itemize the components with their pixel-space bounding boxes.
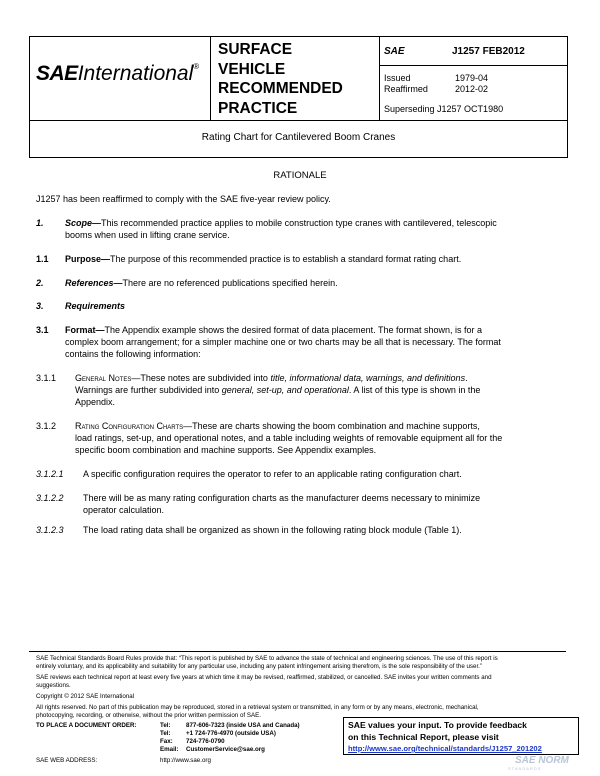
section-references: References—There are no referenced publications specified herein.: [65, 278, 338, 288]
superseding: Superseding J1257 OCT1980: [384, 104, 504, 114]
web-value[interactable]: http://www.sae.org: [160, 757, 211, 764]
sae-small-logo: SAE: [384, 46, 405, 57]
section-number: 3.1.2.1: [36, 469, 64, 479]
feedback-link[interactable]: http://www.sae.org/technical/standards/J1257_201202: [348, 744, 542, 753]
reaffirmed-date: 2012-02: [455, 84, 489, 94]
tel-label: Tel:: [160, 730, 171, 737]
order-label: TO PLACE A DOCUMENT ORDER:: [36, 722, 137, 729]
document-type: [218, 40, 343, 118]
paragraph-line: A specific configuration requires the operator to refer to an applicable rating configuration chart.: [83, 469, 462, 479]
document-type-line: PRACTICE: [218, 99, 298, 117]
web-label: SAE WEB ADDRESS:: [36, 757, 98, 764]
section-number: 3.1.2.3: [36, 525, 64, 535]
paragraph-line: There will be as many rating configuration charts as the manufacturer deems necessary to minimize: [83, 493, 481, 503]
document-title-bar: [29, 119, 568, 158]
document-number: J1257 FEB2012: [452, 46, 525, 57]
document-title: Rating Chart for Cantilevered Boom Cranes: [201, 132, 396, 143]
footer-text: suggestions.: [36, 682, 71, 689]
footer-text: SAE Technical Standards Board Rules provide that: “This report is published by SAE to advance the state of technical and engineering sciences. The use of this report is: [36, 655, 498, 662]
section-rating-configuration-charts: Rating Configuration Charts—These are charts showing the boom combination and machine supports,: [75, 421, 480, 431]
header-divider: [379, 65, 567, 66]
header-divider: [210, 37, 211, 120]
paragraph-line: contains the following information:: [65, 349, 201, 359]
feedback-text: on this Technical Report, please visit: [348, 732, 499, 742]
section-number: 2.: [36, 278, 44, 288]
footer-text: All rights reserved. No part of this publication may be reproduced, stored in a retrieval system or transmitted, in any form or by any means, electronic, mechanical,: [36, 704, 479, 711]
fax-label: Fax:: [160, 738, 173, 745]
paragraph-line: complex boom arrangement; for a simpler machine one or two charts may be all that is necessary. The format: [65, 337, 501, 347]
footer-text: photocopying, recording, or otherwise, without the prior written permission of SAE.: [36, 712, 261, 719]
paragraph-line: Appendix.: [75, 397, 116, 407]
section-requirements: Requirements: [65, 301, 126, 311]
section-general-notes: General Notes—These notes are subdivided into title, informational data, warnings, and definitions.: [75, 373, 468, 383]
footer-text: SAE reviews each technical report at least every five years at which time it may be revised, reaffirmed, stabilized, or cancelled. SAE invites your written comments and: [36, 674, 492, 681]
paragraph-line: specific boom combination and machine supports. See Appendix examples.: [75, 445, 377, 455]
section-number: 3.1: [36, 325, 49, 335]
section-number: 3.1.2: [36, 421, 57, 431]
paragraph-line: operator calculation.: [83, 505, 165, 515]
section-number: 1.1: [36, 254, 49, 264]
issued-date: 1979-04: [455, 73, 489, 83]
document-type-line: VEHICLE: [218, 60, 286, 78]
email-label: Email:: [160, 746, 179, 753]
rationale-heading: RATIONALE: [273, 170, 327, 181]
reaffirmed-label: Reaffirmed: [384, 84, 428, 94]
email-value: CustomerService@sae.org: [186, 746, 265, 753]
rationale-text: J1257 has been reaffirmed to comply with the SAE five-year review policy.: [36, 194, 331, 204]
section-format: Format—The Appendix example shows the desired format of data placement. The format shown, is for a: [65, 325, 483, 335]
sae-international-logo: SAEInternational®: [36, 62, 200, 85]
header-divider: [379, 37, 380, 120]
section-number: 3.1.1: [36, 373, 57, 383]
section-purpose: Purpose—The purpose of this recommended practice is to establish a standard format rating chart.: [65, 254, 462, 264]
issued-label: Issued: [384, 73, 411, 83]
watermark-sub: STANDARDS: [508, 766, 542, 771]
tel-value: 877-606-7323 (inside USA and Canada): [186, 722, 300, 729]
section-number: 1.: [36, 218, 44, 228]
paragraph-line: Warnings are further subdivided into general, set-up, and operational. A list of this type is shown in the: [75, 385, 481, 395]
tel-label: Tel:: [160, 722, 171, 729]
section-number: 3.: [36, 301, 44, 311]
fax-value: 724-776-0790: [186, 738, 225, 745]
document-type-line: SURFACE: [218, 41, 293, 58]
document-type-line: RECOMMENDED: [218, 80, 343, 97]
footer-copyright: Copyright © 2012 SAE International: [36, 693, 135, 700]
paragraph-line: The load rating data shall be organized as shown in the following rating block module (Table 1).: [83, 525, 462, 535]
paragraph-line: booms when used in lifting crane service.: [65, 230, 230, 240]
footer-text: entirely voluntary, and its applicability and suitability for any particular use, including any patent infringement arising therefrom, is the sole responsibility of the user.”: [36, 663, 482, 670]
footer-rule: [29, 651, 566, 652]
watermark: SAE NORM: [515, 755, 569, 766]
tel-value: +1 724-776-4970 (outside USA): [186, 730, 276, 737]
section-number: 3.1.2.2: [36, 493, 64, 503]
feedback-box: [343, 717, 579, 755]
paragraph-line: load ratings, set-up, and operational notes, and a table including weights of removable equipment all for the: [75, 433, 503, 443]
section-scope: Scope—This recommended practice applies to mobile construction type cranes with cantilevered, telescopic: [65, 218, 497, 228]
feedback-text: SAE values your input. To provide feedback: [348, 720, 527, 730]
